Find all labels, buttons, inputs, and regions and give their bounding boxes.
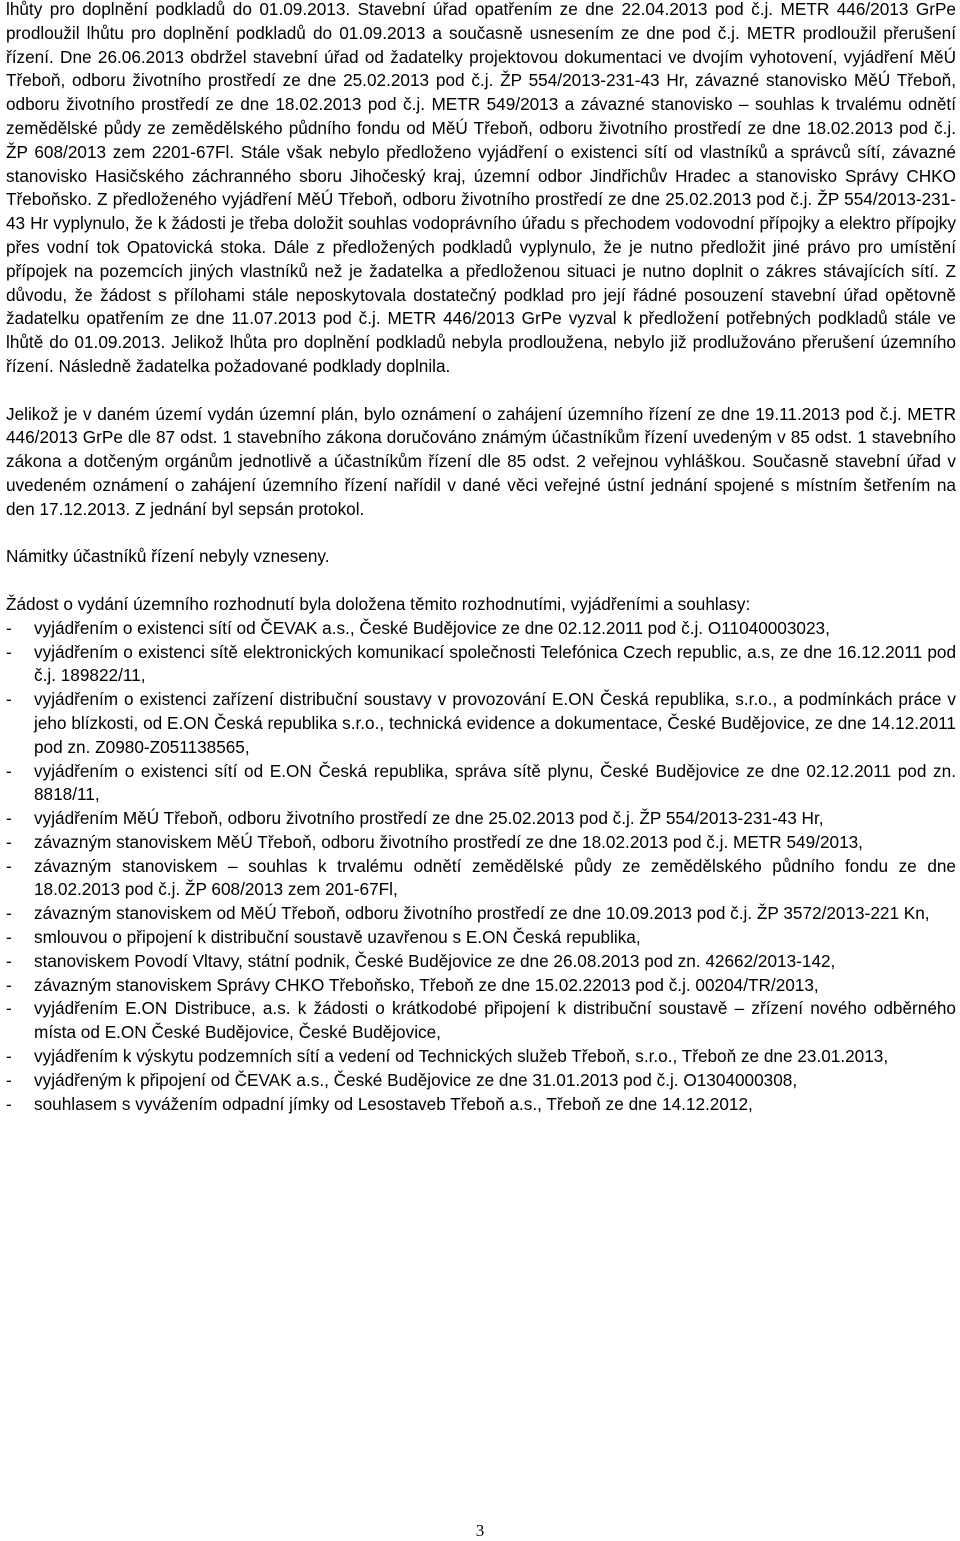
list-bullet-dash: - bbox=[6, 855, 12, 876]
list-item bbox=[6, 807, 956, 831]
list-item bbox=[6, 997, 956, 1045]
list-bullet-dash: - bbox=[6, 1069, 12, 1090]
list-item-text: smlouvou o připojení k distribuční soustavě uzavřenou s E.ON Česká republika, bbox=[34, 927, 641, 948]
list-item-text: závazným stanoviskem – souhlas k trvalému odnětí zemědělské půdy ze zemědělského půdního fondu ze dne 18.02.2013 pod č.j. ŽP 608/2013 zem 201-67Fl, bbox=[34, 855, 956, 900]
list-bullet-dash: - bbox=[6, 831, 12, 852]
list-bullet-dash: - bbox=[6, 617, 12, 638]
list-item bbox=[6, 1093, 956, 1117]
list-item-text: vyjádřením o existenci sítí od ČEVAK a.s., České Budějovice ze dne 02.12.2011 pod č.j. O11040003023, bbox=[34, 617, 830, 638]
list-item bbox=[6, 902, 956, 926]
list-item bbox=[6, 641, 956, 689]
list-item-text: vyjádřením MěÚ Třeboň, odboru životního prostředí ze dne 25.02.2013 pod č.j. ŽP 554/2013-231-43 Hr, bbox=[34, 808, 824, 829]
document-page bbox=[6, 0, 956, 1116]
list-item bbox=[6, 688, 956, 759]
page-number: 3 bbox=[475, 1521, 485, 1540]
paragraph-spacer bbox=[6, 379, 956, 403]
list-item-text: závazným stanoviskem Správy CHKO Třeboňsko, Třeboň ze dne 15.02.22013 pod č.j. 00204/TR/2013, bbox=[34, 974, 819, 995]
list-item-text: vyjádřením o existenci zařízení distribuční soustavy v provozování E.ON Česká republika, s.r.o., a podmínkách práce v jeho blízkosti, od E.ON Česká republika s.r.o., technická evidence a dokumentace, České Budějovice, ze dne 14.12.2011 pod zn. Z0980-Z051138565, bbox=[34, 689, 956, 757]
list-bullet-dash: - bbox=[6, 808, 12, 829]
supporting-documents-list bbox=[6, 617, 956, 1117]
paragraph-spacer bbox=[6, 522, 956, 546]
list-item bbox=[6, 831, 956, 855]
paragraph-list-intro: Žádost o vydání územního rozhodnutí byla doložena těmito rozhodnutími, vyjádřeními a souhlasy: bbox=[6, 593, 751, 614]
list-item-text: vyjádřeným k připojení od ČEVAK a.s., České Budějovice ze dne 31.01.2013 pod č.j. O1304000308, bbox=[34, 1069, 798, 1090]
list-item-text: souhlasem s vyvážením odpadní jímky od Lesostaveb Třeboň a.s., Třeboň ze dne 14.12.2012, bbox=[34, 1093, 753, 1114]
paragraph-notice-of-proceedings: Jelikož je v daném území vydán územní plán, bylo oznámení o zahájení územního řízení ze dne 19.11.2013 pod č.j. METR 446/2013 GrPe dle 87 odst. 1 stavebního zákona doručováno známým účastníkům řízení uvedeným v 85 odst. 1 stavebního zákona a dotčeným orgánům jednotlivě a účastníkům řízení dle 85 odst. 2 veřejnou vyhláškou. Současně stavební úřad v uvedeném oznámení o zahájení územního řízení nařídil v dané věci veřejné ústní jednání spojené s místním šetřením na den 17.12.2013. Z jednání byl sepsán protokol. bbox=[6, 403, 956, 519]
list-item-text: závazným stanoviskem MěÚ Třeboň, odboru životního prostředí ze dne 18.02.2013 pod č.j. METR 549/2013, bbox=[34, 831, 863, 852]
list-bullet-dash: - bbox=[6, 641, 12, 662]
list-item-text: vyjádřením E.ON Distribuce, a.s. k žádosti o krátkodobé připojení k distribuční soustavě – zřízení nového odběrného místa od E.ON České Budějovice, České Budějovice, bbox=[34, 998, 956, 1043]
list-bullet-dash: - bbox=[6, 998, 12, 1019]
paragraph-procedure-history: lhůty pro doplnění podkladů do 01.09.2013. Stavební úřad opatřením ze dne 22.04.2013 pod č.j. METR 446/2013 GrPe prodloužil lhůtu pro doplnění podkladů do 01.09.2013 a současně usnesením ze dne pod č.j. METR prodloužil přerušení řízení. Dne 26.06.2013 obdržel stavební úřad od žadatelky projektovou dokumentaci ve dvojím vyhotovení, vyjádření MěÚ Třeboň, odboru životního prostředí ze dne 25.02.2013 pod č.j. ŽP 554/2013-231-43 Hr, závazné stanovisko MěÚ Třeboň, odboru životního prostředí ze dne 18.02.2013 pod č.j. METR 549/2013 a závazné stanovisko – souhlas k trvalému odnětí zemědělské půdy ze zemědělského půdního fondu od MěÚ Třeboň, odboru životního prostředí ze dne 18.02.2013 pod č.j. ŽP 608/2013 zem 2201-67Fl. Stále však nebylo předloženo vyjádření o existenci sítí od vlastníků a správců sítí, závazné stanovisko Hasičského záchranného sboru Jihočeský kraj, územní odbor Jindřichův Hradec a stanovisko Správy CHKO Třeboňsko. Z předloženého vyjádření MěÚ Třeboň, odboru životního prostředí ze dne 25.02.2013 pod č.j. ŽP 554/2013-231-43 Hr vyplynulo, že k žádosti je třeba doložit souhlas vodoprávního úřadu s přechodem vodovodní přípojky a elektro přípojky přes vodní tok Opatovická stoka. Dále z předložených podkladů vyplynulo, že je nutno předložit jiné právo pro umístění přípojek na pozemcích jiných vlastníků než je žadatelka a předloženou situaci je nutno doplnit o zákres stávajících sítí. Z důvodu, že žádost s přílohami stále neposkytovala dostatečný podklad pro její řádné posouzení stavební úřad opětovně žadatelku opatřením ze dne 11.07.2013 pod č.j. METR 446/2013 GrPe vyzval k předložení potřebných podkladů stále ve lhůtě do 01.09.2013. Jelikož lhůta pro doplnění podkladů nebyla prodloužena, nebylo již prodlužováno přerušení územního řízení. Následně žadatelka požadované podklady doplnila. bbox=[6, 0, 956, 376]
list-bullet-dash: - bbox=[6, 1093, 12, 1114]
list-bullet-dash: - bbox=[6, 689, 12, 710]
list-bullet-dash: - bbox=[6, 903, 12, 924]
list-bullet-dash: - bbox=[6, 927, 12, 948]
paragraph-spacer bbox=[6, 569, 956, 593]
list-item-text: vyjádřením o existenci sítí od E.ON Česká republika, správa sítě plynu, České Budějovice ze dne 02.12.2011 pod zn. 8818/11, bbox=[34, 760, 956, 805]
list-item bbox=[6, 974, 956, 998]
list-bullet-dash: - bbox=[6, 974, 12, 995]
paragraph-objections: Námitky účastníků řízení nebyly vzneseny. bbox=[6, 546, 330, 567]
list-bullet-dash: - bbox=[6, 1046, 12, 1067]
list-item-text: vyjádřením k výskytu podzemních sítí a vedení od Technických služeb Třeboň, s.r.o., Třeboň ze dne 23.01.2013, bbox=[34, 1046, 889, 1067]
list-item-text: stanoviskem Povodí Vltavy, státní podnik, České Budějovice ze dne 26.08.2013 pod zn. 42662/2013-142, bbox=[34, 950, 836, 971]
list-item-text: závazným stanoviskem od MěÚ Třeboň, odboru životního prostředí ze dne 10.09.2013 pod č.j. ŽP 3572/2013-221 Kn, bbox=[34, 903, 930, 924]
list-item bbox=[6, 926, 956, 950]
list-item bbox=[6, 1045, 956, 1069]
list-item bbox=[6, 950, 956, 974]
list-item bbox=[6, 855, 956, 903]
list-item bbox=[6, 760, 956, 808]
list-item-text: vyjádřením o existenci sítě elektronických komunikací společnosti Telefónica Czech republic, a.s, ze dne 16.12.2011 pod č.j. 189822/11, bbox=[34, 641, 956, 686]
list-item bbox=[6, 1069, 956, 1093]
list-bullet-dash: - bbox=[6, 760, 12, 781]
list-item bbox=[6, 617, 956, 641]
list-bullet-dash: - bbox=[6, 950, 12, 971]
